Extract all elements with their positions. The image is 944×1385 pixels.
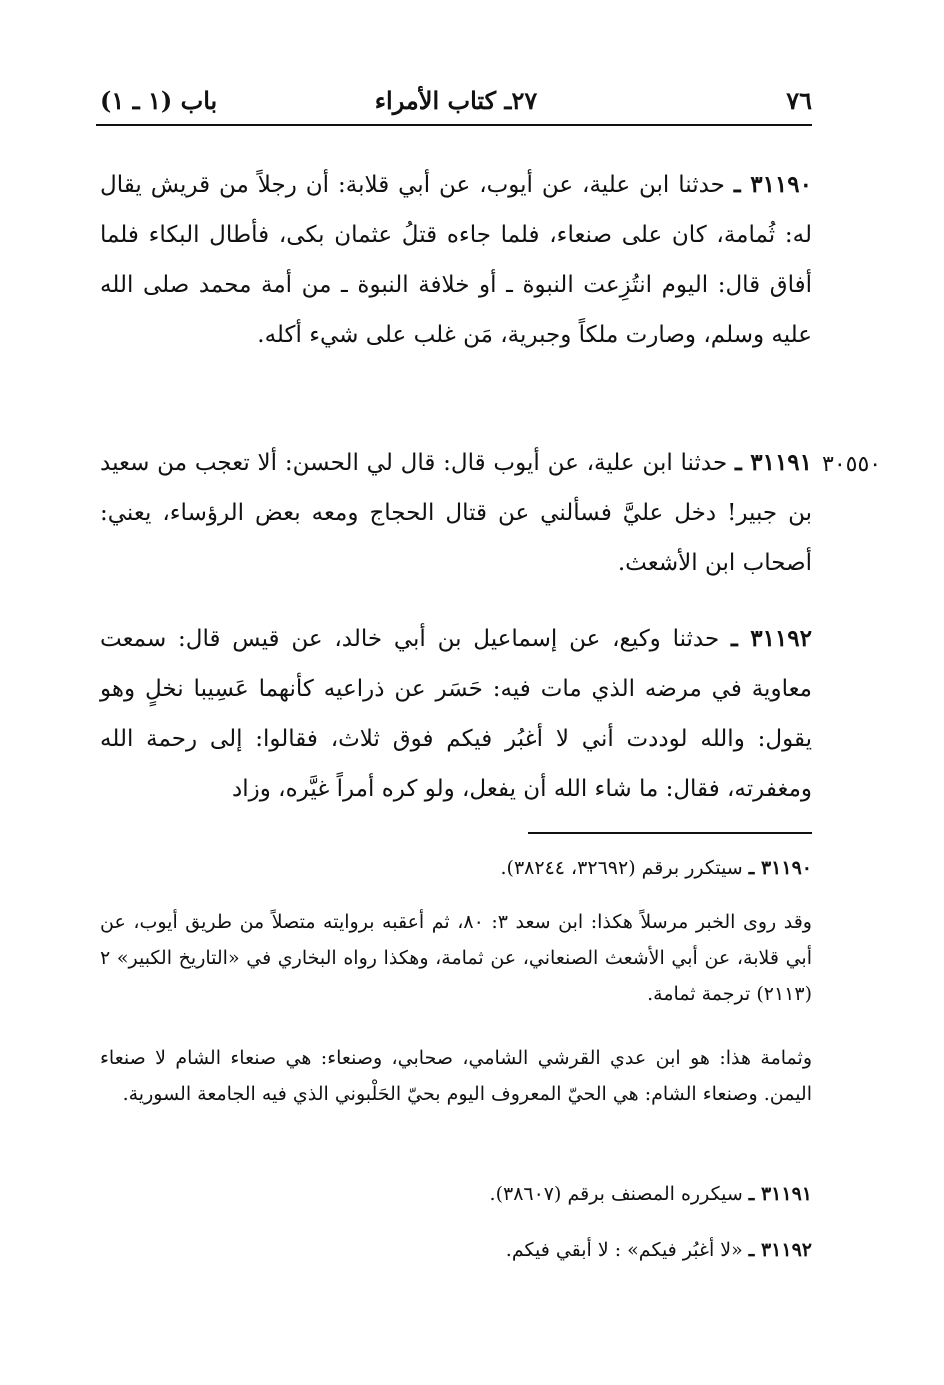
hadith-paragraph bbox=[100, 438, 812, 588]
header-rule bbox=[96, 124, 812, 126]
running-header bbox=[100, 84, 812, 118]
hadith-number: ٣١١٩١ ـ bbox=[734, 449, 813, 476]
hadith-number: ٣١١٩٢ ـ bbox=[731, 625, 812, 652]
footnote-number: ٣١١٩١ ـ bbox=[748, 1183, 812, 1205]
chapter-label: باب (١ ـ ١) bbox=[100, 86, 218, 115]
footnote bbox=[100, 1232, 812, 1268]
footnote bbox=[100, 1040, 812, 1112]
footnote-separator bbox=[528, 832, 812, 834]
page-number: ٧٦ bbox=[786, 86, 812, 115]
footnote-text: سيكرره المصنف برقم (٣٨٦٠٧). bbox=[489, 1183, 749, 1205]
hadith-text: حدثنا ابن علية، عن أيوب، عن أبي قلابة: أن رجلاً من قريش يقال له: ثُمامة، كان على صنعاء، فلما جاءه قتلُ عثمان بكى، فأطال البكاء فلما أفاق قال: اليوم انتُزِعت النبوة ـ أو خلافة النبوة ـ من أمة محمد صلى الله عليه وسلم، وصارت ملكاً وجبرية، مَن غلب على شيء أكله. bbox=[100, 172, 812, 348]
footnote-number: ٣١١٩٢ ـ bbox=[748, 1239, 812, 1261]
hadith-text: حدثنا وكيع، عن إسماعيل بن أبي خالد، عن قيس قال: سمعت معاوية في مرضه الذي مات فيه: حَسَر عن ذراعيه كأنهما عَسِيبا نخلٍ وهو يقول: والله لوددت أني لا أغبُر فيكم فوق ثلاث، فقالوا: إلى رحمة الله ومغفرته، فقال: ما شاء الله أن يفعل، ولو كره أمراً غيَّره، وزاد bbox=[100, 626, 812, 802]
margin-reference-number: ٣٠٥٥٠ bbox=[822, 452, 882, 477]
footnote bbox=[100, 850, 812, 886]
footnote-text: سيتكرر برقم (٣٢٦٩٢، ٣٨٢٤٤). bbox=[500, 857, 749, 879]
footnote-text: وقد روى الخبر مرسلاً هكذا: ابن سعد ٣: ٨٠، ثم أعقبه بروايته متصلاً من طريق أيوب، عن أبي قلابة، عن أبي الأشعث الصنعاني، عن ثمامة، وهكذا رواه البخاري في «التاريخ الكبير» ٢ (٢١١٣) ترجمة ثمامة. bbox=[100, 911, 812, 1005]
hadith-paragraph bbox=[100, 614, 812, 814]
footnote-number: ٣١١٩٠ ـ bbox=[748, 857, 812, 879]
footnote-text: «لا أغبُر فيكم» : لا أبقي فيكم. bbox=[505, 1239, 749, 1261]
hadith-paragraph bbox=[100, 160, 812, 360]
hadith-text: حدثنا ابن علية، عن أيوب قال: قال لي الحسن: ألا تعجب من سعيد بن جبير! دخل عليَّ فسألني عن قتال الحجاج ومعه بعض الرؤساء، يعني: أصحاب ابن الأشعث. bbox=[100, 450, 812, 576]
footnote bbox=[100, 904, 812, 1012]
footnote-text: وثمامة هذا: هو ابن عدي القرشي الشامي، صحابي، وصنعاء: هي صنعاء الشام لا صنعاء اليمن. وصنعاء الشام: هي الحيّ المعروف اليوم بحيّ الحَلْبوني الذي فيه الجامعة السورية. bbox=[100, 1047, 812, 1105]
hadith-number: ٣١١٩٠ ـ bbox=[733, 171, 812, 198]
book-title: ٢٧ـ كتاب الأمراء bbox=[374, 86, 538, 115]
footnote bbox=[100, 1176, 812, 1212]
